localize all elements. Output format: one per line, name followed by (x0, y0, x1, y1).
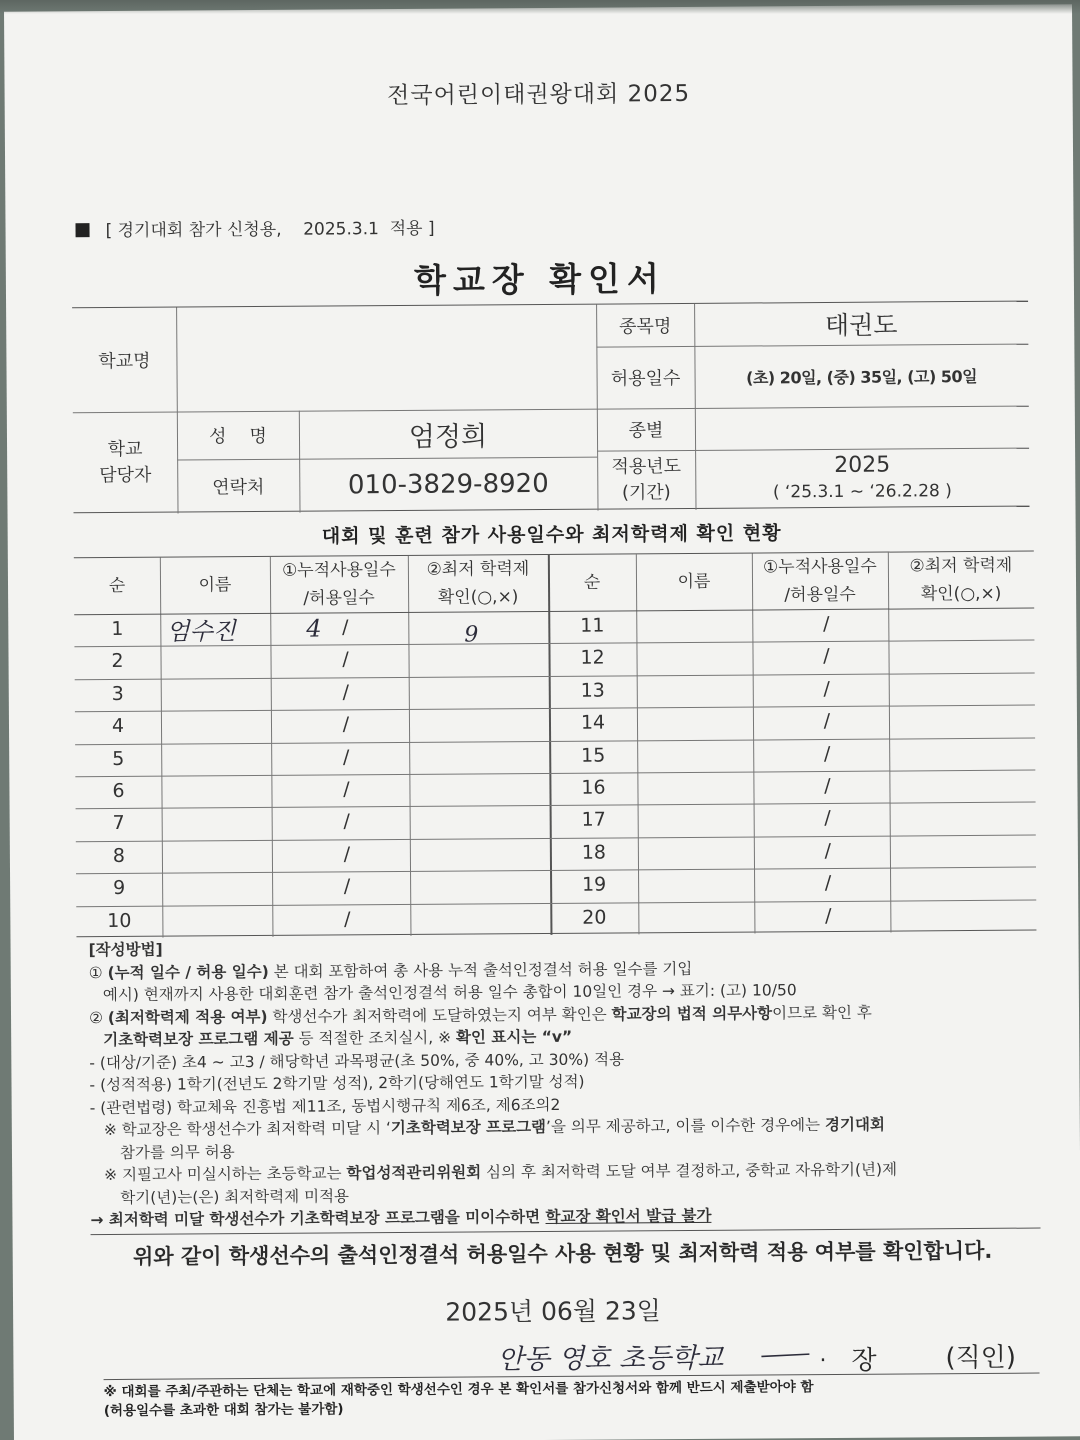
header-cumulative-days-text: ①누적사용일수 (762, 556, 877, 578)
days-slash: / (823, 645, 830, 668)
days-slash: / (824, 807, 831, 830)
days-slash: / (341, 616, 349, 639)
row-number: 5 (112, 747, 125, 770)
row-number: 8 (112, 844, 126, 867)
handwritten-school-text: 안동 영호 초등학교 (497, 1342, 724, 1376)
attendance-table (74, 551, 1037, 938)
header-name-text: 이름 (677, 571, 711, 593)
days-slash: / (342, 681, 350, 704)
contact-label: 연락처 (212, 476, 265, 499)
row-number: 13 (580, 679, 605, 702)
header-min-achievement-text: ②최저 학력제 (909, 555, 1013, 577)
category-label: 종별 (628, 420, 664, 442)
header-cumulative-days-text: /허용일수 (784, 584, 856, 606)
instruction-text: 심의 후 최저학력 도달 여부 결정하고, 중학교 자유학기(년)제 (481, 1160, 898, 1182)
instructions (88, 933, 1040, 1235)
instruction-underlined: 학교장 확인서 발급 불가 (545, 1206, 712, 1226)
manager-label-line1: 학교 (107, 438, 143, 461)
days-slash: / (824, 839, 832, 862)
instruction-line: 참가를 의무 허용 (119, 1142, 235, 1162)
circled-two: ② (88, 1008, 108, 1027)
instruction-line (90, 1203, 1040, 1235)
header-name-text: 이름 (198, 575, 232, 596)
row-number: 4 (111, 715, 125, 738)
header-no-text: 순 (108, 575, 126, 597)
info-table (72, 301, 1029, 514)
row-number: 10 (107, 909, 132, 932)
days-slash: / (822, 612, 830, 636)
period-value: ( ‘25.3.1 ~ ‘26.2.28 ) (772, 481, 952, 503)
instruction-text: ’을 의무 제공하고, 이를 이수한 경우에는 (545, 1116, 826, 1136)
allowed-days-label: 허용일수 (610, 368, 681, 390)
row-number: 9 (113, 877, 126, 900)
row-number: 1 (111, 617, 124, 640)
row-number: 12 (580, 646, 605, 670)
footer-note (104, 1373, 1040, 1422)
footer-line: (허용일수를 초과한 대회 참가는 불가함) (103, 1401, 344, 1420)
days-slash: / (342, 713, 350, 736)
year-label-line1: 적용년도 (611, 456, 682, 478)
handwritten-student-name: 엄수진 (166, 617, 237, 646)
year-label (597, 450, 695, 511)
instruction-bold: 학교장의 법적 의무사항 (611, 1003, 773, 1024)
school-name-label: 학교명 (98, 350, 151, 373)
row-number: 16 (581, 776, 606, 799)
row-number: 18 (581, 841, 607, 864)
document-title: 학교장 확인서 (413, 259, 666, 300)
instruction-text: 학생선수가 최저학력에 도달하였는지 여부 확인은 (267, 1005, 612, 1026)
instruction-line: - (대상/기준) 초4 ~ 고3 / 해당학년 과목평균(초 50%, 중 40%, 고 30%) 적용 (89, 1049, 625, 1072)
header-cumulative-days-text: ①누적사용일수 (281, 560, 396, 581)
year-value-main: 2025 (834, 452, 891, 478)
days-slash: / (343, 843, 351, 866)
header-min-achievement-text: 확인(○,×) (437, 587, 519, 608)
days-slash: / (823, 710, 831, 733)
name-value: 엄정희 (408, 420, 488, 453)
row-number: 3 (111, 682, 124, 705)
days-slash: / (823, 742, 831, 765)
instruction-text: ※ 지필고사 미실시하는 초등학교는 (104, 1164, 347, 1185)
days-slash: / (343, 875, 351, 898)
form-note (75, 214, 434, 242)
days-slash: / (344, 907, 351, 930)
instruction-bold: (최저학력제 적용 여부) (107, 1007, 268, 1027)
seal-label: (직인) (945, 1342, 1017, 1374)
row-number: 14 (580, 711, 606, 734)
year-value (695, 448, 1029, 510)
circled-one: ① (88, 963, 108, 982)
instruction-line: - (관련법령) 학교체육 진흥법 제11조, 동법시행규칙 제6조, 제6조의2 (89, 1095, 561, 1117)
sport-value: 태권도 (824, 310, 898, 341)
category-value (695, 406, 1029, 450)
manager-label (73, 412, 178, 515)
instruction-bold: 확인 표시는 “v” (455, 1027, 573, 1047)
contact-value: 010-3829-8920 (347, 468, 549, 501)
row-number: 17 (581, 808, 606, 832)
instruction-line: 학기(년)는(은) 최저학력제 미적용 (120, 1186, 350, 1207)
signature-dot: . (819, 1342, 827, 1368)
sport-label: 종목명 (619, 316, 672, 338)
instruction-bold: 학업성적관리위원회 (346, 1163, 482, 1183)
paper-sheet (4, 4, 1080, 1440)
days-slash: / (824, 872, 832, 895)
date: 2025년 06월 23일 (445, 1296, 661, 1327)
manager-label-line2: 담당자 (99, 464, 152, 487)
row-number: 19 (581, 873, 607, 896)
days-slash: / (343, 778, 350, 801)
footer-line: ※ 대회를 주최/주관하는 단체는 학교에 재학중인 학생선수인 경우 본 확인서를 참가신청서와 함께 반드시 제출받아야 함 (103, 1379, 814, 1401)
header-min-achievement-text: ②최저 학력제 (426, 559, 530, 580)
handwritten-check: 9 (464, 622, 479, 648)
row-number: 7 (112, 812, 125, 835)
instruction-text: 이므로 확인 후 (772, 1003, 872, 1022)
handwritten-days: 4 (306, 614, 322, 643)
instruction-line: 예시) 현재까지 사용한 대회훈련 참가 출석인정결석 허용 일수 총합이 10일인 경우 → 표기: (고) 10/50 (102, 981, 797, 1005)
days-slash: / (342, 745, 350, 768)
header-cumulative-days-text: /허용일수 (303, 588, 375, 609)
header-min-achievement-text: 확인(○,×) (920, 583, 1002, 605)
instruction-bold: 경기대회 (824, 1115, 885, 1135)
instruction-bold: 기초학력보장 프로그램 (390, 1117, 547, 1138)
row-number: 11 (580, 614, 605, 637)
row-number: 15 (581, 744, 606, 767)
handwriting-layer (74, 552, 1037, 939)
days-slash: / (823, 677, 830, 700)
school-name-value (176, 305, 597, 412)
section-title: 대회 및 훈련 참가 사용일수와 최저학력제 확인 현황 (321, 522, 782, 548)
header-no-text: 순 (583, 572, 601, 593)
year-label-line2: (기간) (621, 482, 671, 504)
days-slash: / (342, 648, 349, 671)
top-edge-shadow (0, 0, 1080, 14)
square-bullet-icon (75, 223, 89, 237)
row-number: 20 (582, 906, 607, 929)
instruction-line: - (성적적용) 1학기(전년도 2학기말 성적), 2학기(당해연도 1학기말 성적) (89, 1072, 585, 1095)
days-slash: / (343, 810, 350, 833)
days-slash: / (824, 774, 831, 798)
instruction-text: → 최저학력 미달 학생선수가 기초학력보장 프로그램을 미이수하면 (90, 1207, 546, 1230)
name-label: 성 명 (209, 425, 267, 448)
confirmation-statement: 위와 같이 학생선수의 출석인정결석 허용일수 사용 현황 및 최저학력 적용 여부를 확인합니다. (132, 1238, 993, 1269)
instruction-text: ※ 학교장은 학생선수가 최저학력 미달 시 ‘ (103, 1119, 391, 1140)
row-number: 6 (112, 779, 125, 802)
row-number: 2 (111, 650, 124, 673)
form-note-text: [ 경기대회 참가 신청용, 2025.3.1 적용 ] (105, 218, 435, 242)
instruction-text: 본 대회 포함하여 총 사용 누적 출석인정결석 허용 일수를 기입 (268, 959, 693, 981)
instruction-text: 등 적절한 조치실시, ※ (293, 1028, 457, 1048)
instruction-bold: 기초학력보장 프로그램 제공 (103, 1029, 294, 1050)
instructions-header: [작성방법] (88, 940, 163, 960)
instruction-bold: (누적 일수 / 허용 일수) (107, 962, 269, 982)
allowed-days-value: (초) 20일, (중) 35일, (고) 50일 (746, 366, 978, 388)
days-slash: / (824, 904, 832, 927)
event-title: 전국어린이태권왕대회 2025 (387, 80, 691, 110)
principal-label: 장 (851, 1345, 877, 1376)
